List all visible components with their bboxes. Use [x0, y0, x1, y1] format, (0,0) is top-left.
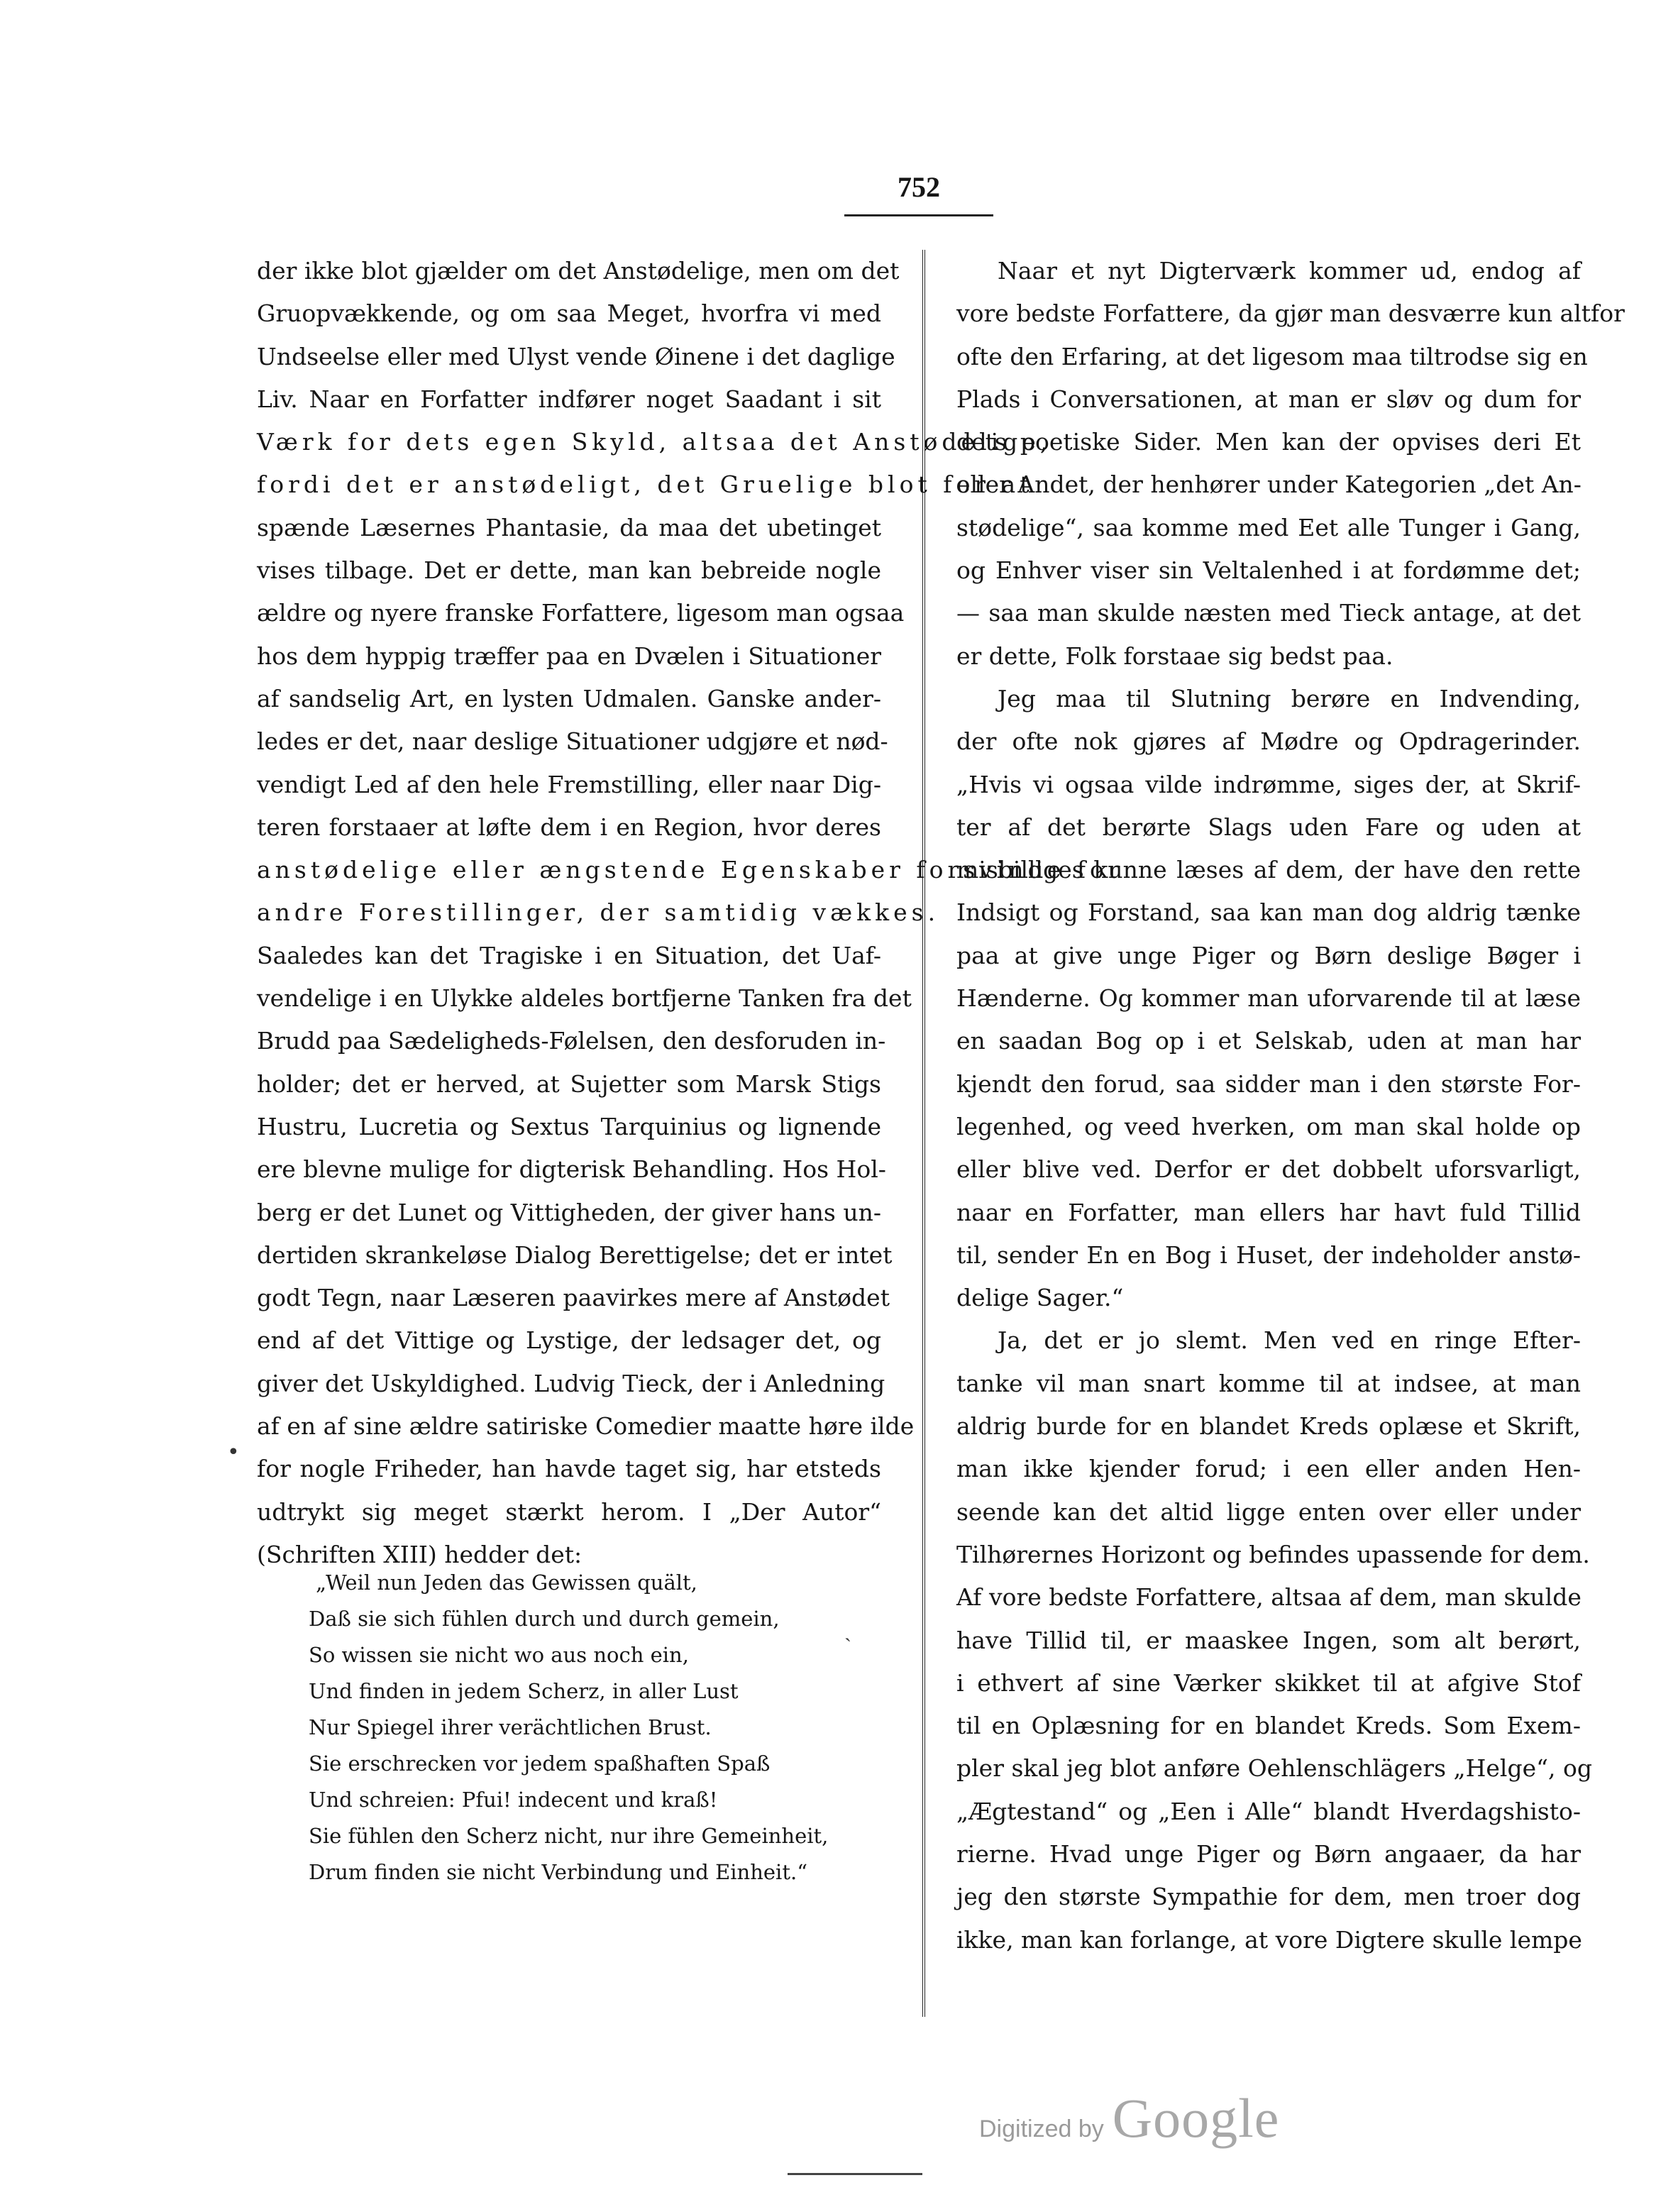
- text-line: er dette, Folk forstaae sig bedst paa.: [956, 642, 1393, 670]
- text-line: Naar et nyt Digterværk kommer ud, endog af: [998, 257, 1581, 285]
- text-line: delige Sager.“: [956, 1284, 1124, 1312]
- digitized-by-footer: [979, 2086, 1405, 2149]
- margin-speck: •: [227, 1440, 240, 1465]
- margin-speck: ˴: [844, 1624, 851, 1649]
- text-line: hos dem hyppig træffer paa en Dvælen i Situationer: [257, 642, 881, 670]
- right-column: [956, 250, 1625, 1961]
- text-line: giver det Uskyldighed. Ludvig Tieck, der i Anledning: [257, 1369, 885, 1397]
- text-line: anstødelige eller ængstende Egenskaber forsvinde for: [257, 856, 1124, 884]
- text-line: ere blevne mulige for digterisk Behandling. Hos Hol-: [257, 1155, 886, 1184]
- text-line: misbilliges kunne læses af dem, der have den rette: [956, 856, 1581, 884]
- text-line: jeg den største Sympathie for dem, men troer dog: [956, 1883, 1581, 1911]
- poem-line: Drum finden sie nicht Verbindung und Einheit.“: [309, 1860, 808, 1884]
- text-line: kjendt den forud, saa sidder man i den største For-: [956, 1069, 1581, 1098]
- text-line: eller blive ved. Derfor er det dobbelt uforsvarligt,: [956, 1155, 1581, 1184]
- poem-line: Und schreien: Pfui! indecent und kraß!: [309, 1788, 718, 1812]
- text-line: af en af sine ældre satiriske Comedier maatte høre ilde: [257, 1412, 915, 1441]
- text-line: (Schriften XIII) hedder det:: [257, 1540, 583, 1568]
- text-line: berg er det Lunet og Vittigheden, der giver hans un-: [257, 1198, 881, 1226]
- text-line: teren forstaaer at løfte dem i en Region, hvor deres: [257, 813, 881, 841]
- poem-quotation: [309, 1565, 848, 1891]
- poem-line: Und finden in jedem Scherz, in aller Lust: [309, 1679, 739, 1703]
- text-line: eller Andet, der henhører under Kategorien „det An-: [956, 471, 1582, 499]
- text-line: ofte den Erfaring, at det ligesom maa tiltrodse sig en: [956, 342, 1588, 370]
- header-rule: [844, 214, 993, 216]
- text-line: vore bedste Forfattere, da gjør man desværre kun altfor: [956, 299, 1625, 328]
- bottom-rule: [788, 2173, 922, 2175]
- text-line: andre Forestillinger, der samtidig vækkes.: [257, 898, 940, 927]
- text-line: stødelige“, saa komme med Eet alle Tunger i Gang,: [956, 513, 1581, 541]
- text-line: ter af det berørte Slags uden Fare og uden at: [956, 813, 1581, 841]
- text-line: af sandselig Art, en lysten Udmalen. Ganske ander-: [257, 684, 881, 712]
- text-line: spænde Læsernes Phantasie, da maa det ubetinget: [257, 513, 881, 541]
- column-divider: [922, 250, 925, 2017]
- text-line: Liv. Naar en Forfatter indfører noget Saadant i sit: [257, 385, 881, 413]
- text-line: fordi det er anstødeligt, det Gruelige blot for at: [257, 471, 1034, 499]
- text-line: legenhed, og veed hverken, om man skal holde op: [956, 1112, 1581, 1140]
- text-line: Værk for dets egen Skyld, altsaa det Anstødelige,: [257, 428, 1052, 456]
- google-logo: Google: [1112, 2087, 1280, 2149]
- poem-line: Daß sie sich fühlen durch und durch gemein,: [309, 1607, 780, 1631]
- text-line: ikke, man kan forlange, at vore Digtere skulle lempe: [956, 1925, 1582, 1954]
- text-line: dets poetiske Sider. Men kan der opvises deri Et: [956, 428, 1581, 456]
- text-line: Tilhørernes Horizont og befindes upassende for dem.: [956, 1540, 1590, 1568]
- digitized-label: Digitized by: [979, 2115, 1104, 2142]
- text-line: have Tillid til, er maaskee Ingen, som alt berørt,: [956, 1626, 1581, 1654]
- poem-line: Sie erschrecken vor jedem spaßhaften Spaß: [309, 1751, 771, 1776]
- text-line: „Hvis vi ogsaa vilde indrømme, siges der, at Skrif-: [956, 770, 1581, 798]
- text-line: tanke vil man snart komme til at indsee, at man: [956, 1369, 1581, 1397]
- text-line: der ikke blot gjælder om det Anstødelige, men om det: [257, 257, 900, 285]
- text-line: Brudd paa Sædeligheds-Følelsen, den desforuden in-: [257, 1027, 886, 1055]
- text-line: ledes er det, naar deslige Situationer udgjøre et nød-: [257, 727, 888, 756]
- text-line: godt Tegn, naar Læseren paavirkes mere af Anstødet: [257, 1284, 890, 1312]
- text-line: Hænderne. Og kommer man uforvarende til at læse: [956, 984, 1581, 1013]
- text-line: Af vore bedste Forfattere, altsaa af dem, man skulde: [956, 1583, 1582, 1612]
- page-number: 752: [898, 171, 940, 203]
- text-line: dertiden skrankeløse Dialog Berettigelse; det er intet: [257, 1240, 893, 1269]
- text-line: til, sender En en Bog i Huset, der indeholder anstø-: [956, 1240, 1581, 1269]
- text-line: til en Oplæsning for en blandet Kreds. Som Exem-: [956, 1712, 1581, 1740]
- text-line: Plads i Conversationen, at man er sløv og dum for: [956, 385, 1581, 413]
- text-line: vendigt Led af den hele Fremstilling, eller naar Dig-: [257, 770, 881, 798]
- poem-line: So wissen sie nicht wo aus noch ein,: [309, 1643, 689, 1667]
- text-line: „Ægtestand“ og „Een i Alle“ blandt Hverdagshisto-: [956, 1797, 1581, 1825]
- text-line: naar en Forfatter, man ellers har havt fuld Tillid: [956, 1198, 1581, 1226]
- text-line: aldrig burde for en blandet Kreds oplæse et Skrift,: [956, 1412, 1581, 1441]
- text-line: Hustru, Lucretia og Sextus Tarquinius og lignende: [257, 1112, 881, 1140]
- text-line: paa at give unge Piger og Børn deslige Bøger i: [956, 941, 1581, 969]
- text-line: Undseelse eller med Ulyst vende Øinene i det daglige: [257, 342, 895, 370]
- text-line: Indsigt og Forstand, saa kan man dog aldrig tænke: [956, 898, 1581, 927]
- text-line: seende kan det altid ligge enten over eller under: [956, 1497, 1581, 1526]
- text-line: pler skal jeg blot anføre Oehlenschlägers „Helge“, og: [956, 1754, 1592, 1783]
- text-line: vendelige i en Ulykke aldeles bortfjerne Tanken fra det: [257, 984, 912, 1013]
- text-line: for nogle Friheder, han havde taget sig, har etsteds: [257, 1455, 881, 1483]
- text-line: der ofte nok gjøres af Mødre og Opdragerinder.: [956, 727, 1581, 756]
- text-line: holder; det er herved, at Sujetter som Marsk Stigs: [257, 1069, 881, 1098]
- text-line: ældre og nyere franske Forfattere, ligesom man ogsaa: [257, 599, 905, 627]
- text-line: — saa man skulde næsten med Tieck antage, at det: [956, 599, 1581, 627]
- text-line: Gruopvækkende, og om saa Meget, hvorfra vi med: [257, 299, 881, 328]
- text-line: Jeg maa til Slutning berøre en Indvending,: [998, 684, 1581, 712]
- poem-line: Sie fühlen den Scherz nicht, nur ihre Gemeinheit,: [309, 1824, 829, 1848]
- text-line: udtrykt sig meget stærkt herom. I „Der Autor“: [257, 1497, 881, 1526]
- text-line: en saadan Bog op i et Selskab, uden at man har: [956, 1027, 1581, 1055]
- poem-line: „Weil nun Jeden das Gewissen quält,: [316, 1570, 697, 1595]
- text-line: Ja, det er jo slemt. Men ved en ringe Efter-: [998, 1326, 1581, 1355]
- poem-line: Nur Spiegel ihrer verächtlichen Brust.: [309, 1715, 712, 1739]
- text-line: vises tilbage. Det er dette, man kan bebreide nogle: [257, 556, 881, 585]
- text-line: Saaledes kan det Tragiske i en Situation, det Uaf-: [257, 941, 881, 969]
- text-line: end af det Vittige og Lystige, der ledsager det, og: [257, 1326, 881, 1355]
- text-line: man ikke kjender forud; i een eller anden Hen-: [956, 1455, 1581, 1483]
- text-line: rierne. Hvad unge Piger og Børn angaaer, da har: [956, 1839, 1581, 1868]
- text-line: og Enhver viser sin Veltalenhed i at fordømme det;: [956, 556, 1581, 585]
- text-line: i ethvert af sine Værker skikket til at afgive Stof: [956, 1668, 1581, 1697]
